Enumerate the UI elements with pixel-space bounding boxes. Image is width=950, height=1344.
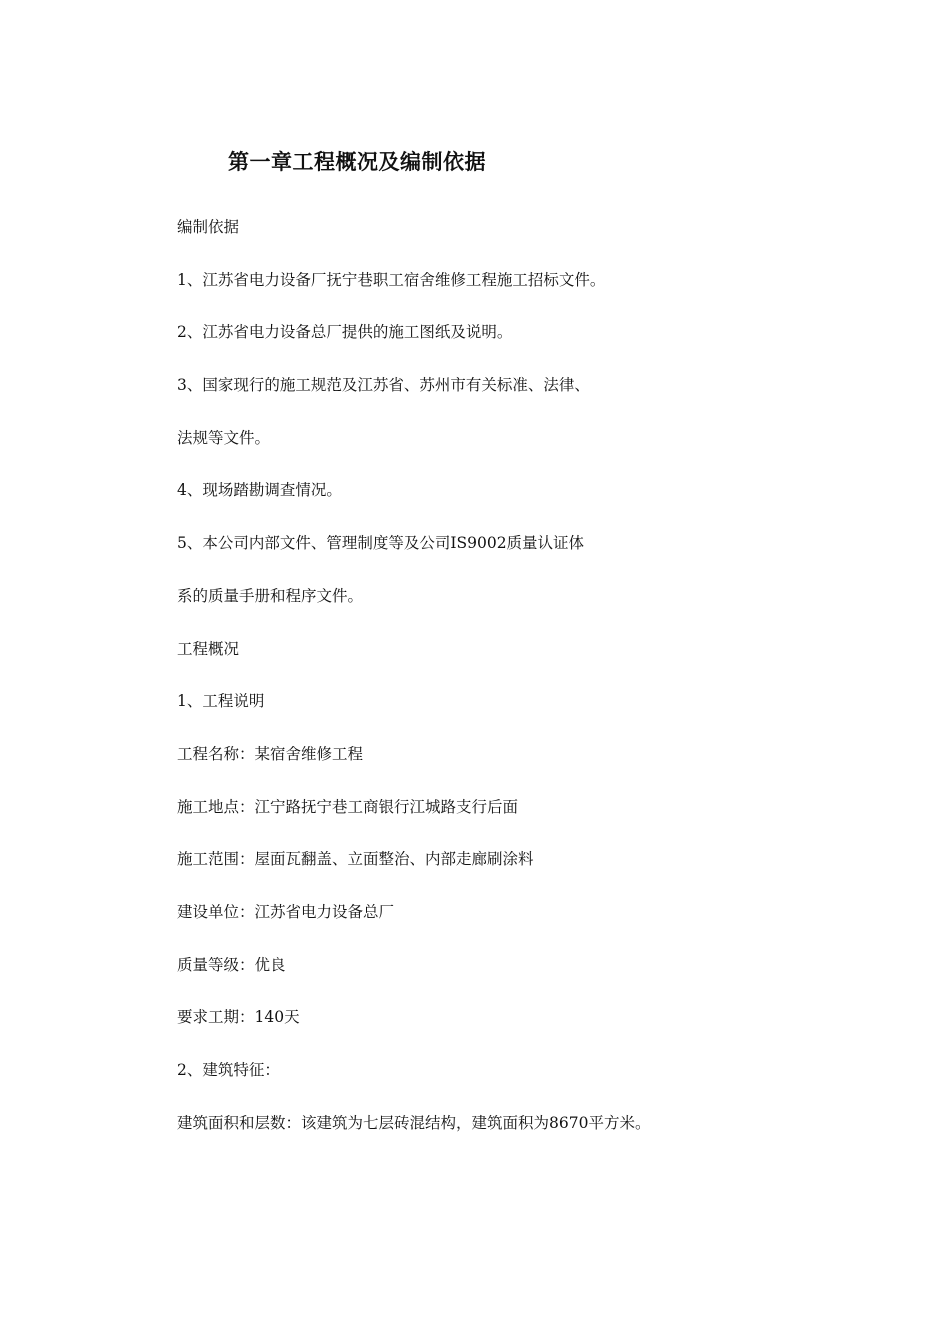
construction-location: 施工地点：江宁路抚宁巷工商银行江城路支行后面 (177, 797, 519, 816)
basis-item-5: 5、本公司内部文件、管理制度等及公司IS9002质量认证体 (177, 534, 585, 553)
basis-item-3-continued: 法规等文件。 (177, 428, 271, 447)
required-duration: 要求工期：140天 (177, 1008, 300, 1027)
basis-item-5-continued: 系的质量手册和程序文件。 (177, 586, 364, 605)
section-heading-overview: 工程概况 (177, 639, 240, 658)
overview-subheading-features: 2、建筑特征： (177, 1061, 280, 1079)
building-area-floors: 建筑面积和层数：该建筑为七层砖混结构，建筑面积为8670平方米。 (177, 1113, 651, 1132)
section-heading-basis: 编制依据 (177, 218, 240, 236)
client-unit: 建设单位：江苏省电力设备总厂 (177, 902, 395, 921)
basis-item-4: 4、现场踏勘调查情况。 (177, 481, 342, 500)
project-name: 工程名称：某宿舍维修工程 (177, 744, 364, 763)
document-body (177, 214, 877, 1162)
overview-subheading-description: 1、工程说明 (177, 692, 265, 711)
basis-item-3: 3、国家现行的施工规范及江苏省、苏州市有关标准、法律、 (177, 376, 590, 395)
basis-item-2: 2、江苏省电力设备总厂提供的施工图纸及说明。 (177, 323, 513, 342)
construction-scope: 施工范围：屋面瓦翻盖、立面整治、内部走廊刷涂料 (177, 850, 534, 869)
chapter-title: 第一章工程概况及编制依据 (228, 149, 486, 174)
basis-item-1: 1、江苏省电力设备厂抚宁巷职工宿舍维修工程施工招标文件。 (177, 270, 606, 289)
quality-grade: 质量等级：优良 (177, 955, 286, 974)
